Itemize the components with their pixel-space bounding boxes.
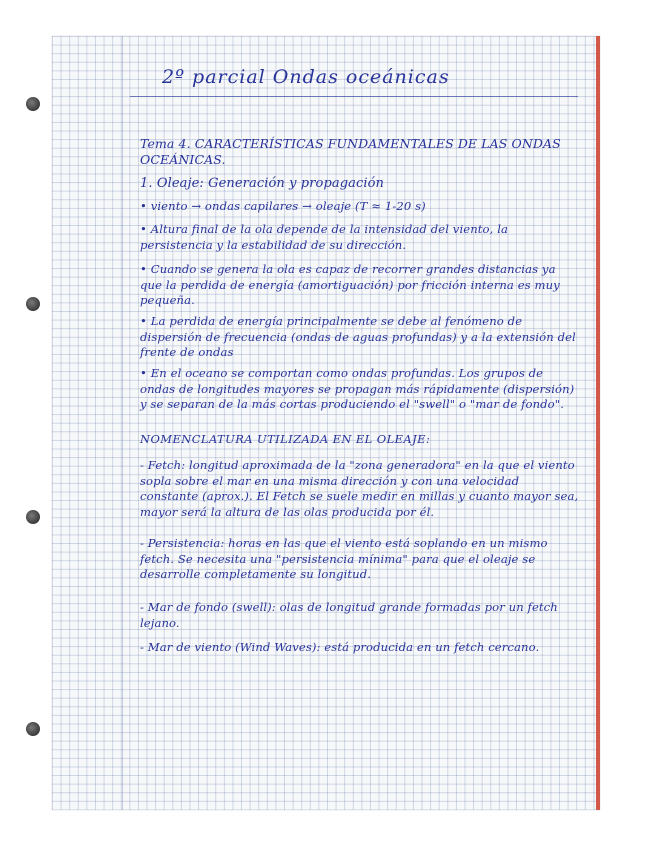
- section-heading: 1. Oleaje: Generación y propagación: [140, 176, 385, 191]
- definition-mar-de-viento: - Mar de viento (Wind Waves): está producida en un fetch cercano.: [140, 640, 540, 654]
- bullet-5: • En el oceano se comportan como ondas profundas. Los grupos de ondas de longitudes mayores se propagan más rápidamente (dispersión) y se separan de la más cortas produciendo el "swell" o "mar de fondo".: [140, 366, 575, 411]
- page-title: 2º parcial Ondas oceánicas: [162, 66, 450, 88]
- notebook-page: [52, 36, 600, 810]
- nomenclature-heading: NOMENCLATURA UTILIZADA EN EL OLEAJE:: [140, 432, 431, 446]
- page-red-edge: [596, 36, 600, 810]
- bullet-4: • La perdida de energía principalmente se debe al fenómeno de dispersión de frecuencia (ondas de aguas profundas) y a la extensión del frente de ondas: [140, 314, 576, 359]
- binder-hole: [26, 510, 40, 524]
- bullet-1: • viento → ondas capilares → oleaje (T ≈ 1-20 s): [140, 199, 426, 213]
- binder-hole: [26, 722, 40, 736]
- definition-persistencia: - Persistencia: horas en las que el viento está soplando en un mismo fetch. Se necesita una "persistencia mínima" para que el oleaje se desarrolle completamente su longitud.: [140, 536, 548, 581]
- bullet-3: • Cuando se genera la ola es capaz de recorrer grandes distancias ya que la perdida de energía (amortiguación) por fricción interna es muy pequeña.: [140, 262, 560, 307]
- binder-hole: [26, 297, 40, 311]
- definition-mar-de-fondo: - Mar de fondo (swell): olas de longitud grande formadas por un fetch lejano.: [140, 600, 558, 630]
- binder-hole: [26, 97, 40, 111]
- title-underline: [130, 96, 578, 97]
- topic-heading: Tema 4. CARACTERÍSTICAS FUNDAMENTALES DE LAS ONDAS OCEÁNICAS.: [140, 136, 561, 167]
- definition-fetch: - Fetch: longitud aproximada de la "zona generadora" en la que el viento sopla sobre el mar en una misma dirección y con una velocidad constante (aprox.). El Fetch se suele medir en millas y cuanto mayor sea, mayor será la altura de las olas producida por él.: [140, 458, 579, 519]
- bullet-2: • Altura final de la ola depende de la intensidad del viento, la persistencia y la estabilidad de su dirección.: [140, 222, 509, 252]
- margin-line: [122, 36, 123, 810]
